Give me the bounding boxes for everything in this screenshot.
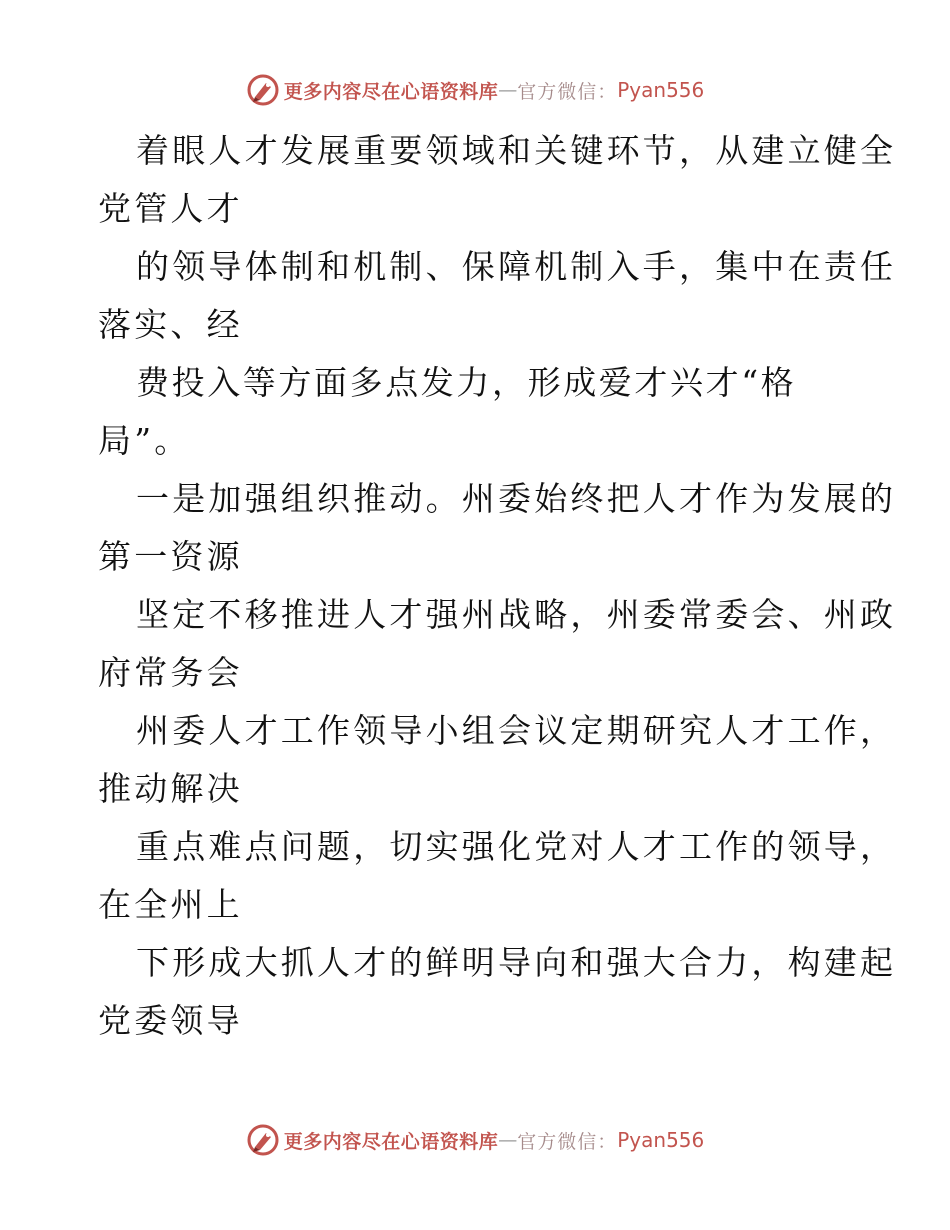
paragraph-line: 府常务会 [98,653,243,692]
footer-banner [0,1120,950,1160]
paragraph-line: 重点难点问题，切实强化党对人才工作的领导， [136,827,897,866]
banner-text: 更多内容尽在心语资料库 [283,80,499,103]
paragraph-line: 推动解决 [98,769,243,808]
banner-text: 更多内容尽在心语资料库 [283,1130,499,1153]
banner-wechat-id: Pyan556 [617,1128,705,1152]
paragraph-line: 党委领导 [98,1001,243,1040]
banner-wechat-label: 官方微信： [517,1130,618,1153]
paragraph-line: 着眼人才发展重要领域和关键环节，从建立健全 [136,131,897,170]
paragraph-line: 局”。 [98,421,191,460]
pen-logo-icon [246,73,280,107]
paragraph-line: 第一资源 [98,537,243,576]
paragraph-line: 落实、经 [98,305,243,344]
paragraph-line: 坚定不移推进人才强州战略，州委常委会、州政 [136,595,897,634]
header-banner [0,70,950,110]
paragraph-line: 在全州上 [98,885,243,924]
paragraph-line: 州委人才工作领导小组会议定期研究人才工作， [136,711,897,750]
body-text [98,122,897,1050]
paragraph-line: 一是加强组织推动。州委始终把人才作为发展的 [136,479,897,518]
paragraph-line: 费投入等方面多点发力，形成爱才兴才“格 [136,363,797,402]
banner-wechat-label: 官方微信： [517,80,618,103]
banner-separator: — [498,1129,518,1151]
paragraph-line: 党管人才 [98,189,243,228]
banner-wechat-id: Pyan556 [617,78,705,102]
paragraph-line: 下形成大抓人才的鲜明导向和强大合力，构建起 [136,943,897,982]
banner-separator: — [498,79,518,101]
pen-logo-icon [246,1123,280,1157]
paragraph-line: 的领导体制和机制、保障机制入手，集中在责任 [136,247,897,286]
